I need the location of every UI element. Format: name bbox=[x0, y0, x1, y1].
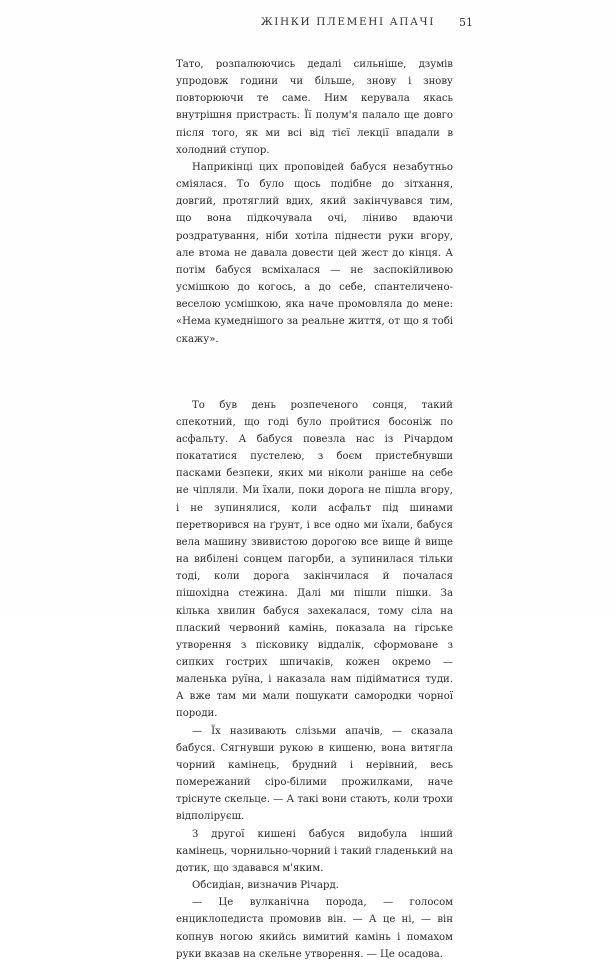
paragraph: Тато, розпалюючись дедалі сильніше, дзумів упродовж години чи більше, знову і знову повторюючи те саме. Ним керувала якась внутрішня пристрасть. Її полум'я палало ще довго після того, як ми всі від тієї лекції впадали в холодний ступор. bbox=[176, 59, 453, 156]
paragraph: Обсидіан, визначив Річард. bbox=[192, 880, 339, 892]
page-header bbox=[0, 16, 616, 38]
page-body bbox=[176, 56, 453, 963]
paragraph: Наприкінці цих проповідей бабуся незабутньо сміялася. То було щось подібне до зітхання, довгий, протяглий вдих, який закінчувався тим, що вона підкочувала очі, лінивo вдаючи роздратування, ніби хотіла піднести руки вгору, але втома не давала довести цей жест до кінця. А потім бабуся всміхалася — не заспокійливою усмішкою до когось, а до себе, спантеличено-веселою усмішкою, яка наче промовляла до мене: «Нема кумеднішого за реальне життя, от що я тобі скажу». bbox=[176, 161, 453, 345]
paragraph: — Це вулканічна порода, — голосом енциклопедиста промовив він. — А це ні, — він копнув ногою якийсь вимитий камінь і помахом руки вказав на скельне утворення. — Це осадова. bbox=[176, 897, 453, 960]
page-number: 51 bbox=[459, 16, 473, 29]
section-break bbox=[176, 348, 453, 397]
section-one bbox=[176, 56, 453, 348]
running-title: ЖІНКИ ПЛЕМЕНІ АПАЧІ bbox=[260, 16, 435, 28]
paragraph: — Їх називають слізьми апачів, — сказала бабуся. Сягнувши рукою в кишеню, вона витягла чорний камінець, брудний і нерівний, весь помережаний сіро-білими прожилками, наче тріснуте скельце. — А такі вони стають, коли трохи відполіруєш. bbox=[176, 725, 453, 823]
paragraph: З другої кишені бабуся видобула інший камінець, чорнильно-чорний і такий гладенький на дотик, що здавався м'яким. bbox=[176, 828, 453, 874]
paragraph: То був день розпеченого сонця, такий спекотний, що годі було пройтися босоніж по асфальту. А бабуся повезла нас із Річардом покататися пустелею, з боєм пристебнувши пасками безпеки, яких ми ніколи раніше на себе не чіпляли. Ми їхали, поки дорога не пішла вгору, і не зупинялися, коли асфальт під шинами перетворився на ґрунт, і все одно ми їхали, бабуся вела машину звивистою дорогою все вище й вище на вибілені сонцем пагорби, а зупинилася тільки тоді, коли дорога закінчилася й почалася пішохідна стежина. Далі ми пішли пішки. За кілька хвилин бабуся захекалася, тому сіла на плаский червоний камінь, показала на гірське утворення з пісковику віддалік, сформоване з сипких гострих шпичаків, кожен окремо — маленька руїна, і наказала нам підійматися туди. А вже там ми мали пошукати самородки чорної породи. bbox=[176, 399, 453, 720]
section-two bbox=[176, 397, 453, 963]
